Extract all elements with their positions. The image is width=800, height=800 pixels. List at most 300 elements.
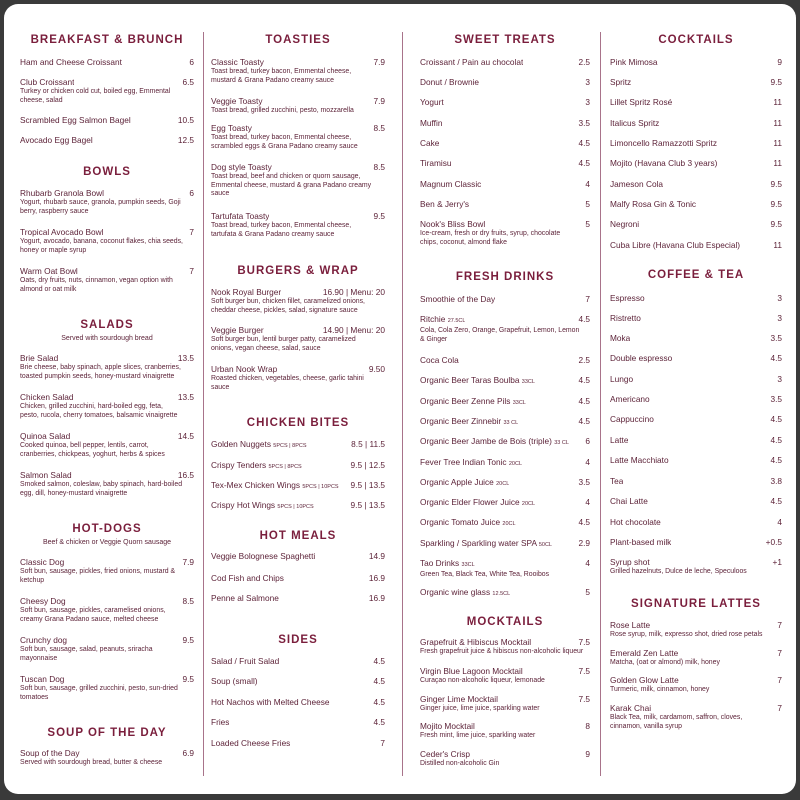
item-name-text: Tropical Avocado Bowl bbox=[20, 227, 104, 237]
item-name bbox=[420, 457, 522, 470]
menu-item bbox=[211, 480, 385, 493]
menu-column-4 bbox=[610, 4, 782, 794]
item-price: 9.5 bbox=[182, 635, 194, 645]
menu-item bbox=[610, 118, 782, 129]
item-price: 2.9 bbox=[578, 538, 590, 548]
item-price: 5 bbox=[585, 199, 590, 209]
menu-item bbox=[420, 199, 590, 210]
item-price: 7 bbox=[777, 675, 782, 685]
menu-item bbox=[420, 179, 590, 190]
item-description: Fresh mint, lime juice, sparkling water bbox=[420, 732, 536, 739]
menu-item-row bbox=[420, 436, 590, 449]
item-description: Brie cheese, baby spinach, apple slices, cranberries, bbox=[20, 364, 181, 371]
item-name bbox=[420, 158, 452, 169]
item-name bbox=[20, 135, 93, 146]
menu-item bbox=[211, 717, 385, 728]
item-name bbox=[420, 57, 523, 68]
item-name-text: Hot Nachos with Melted Cheese bbox=[211, 697, 330, 707]
menu-item-row bbox=[420, 294, 590, 305]
item-name bbox=[420, 497, 535, 510]
item-price: 11 bbox=[773, 97, 782, 107]
item-name-text: Pink Mimosa bbox=[610, 57, 658, 67]
item-price: 13.5 bbox=[177, 392, 194, 402]
section-title: BURGERS & WRAP bbox=[237, 265, 359, 277]
section-title: COFFEE & TEA bbox=[647, 269, 745, 281]
item-name-text: Coca Cola bbox=[420, 355, 459, 365]
item-price: 11 bbox=[773, 118, 782, 128]
item-price: 16.9 bbox=[368, 593, 385, 603]
menu-item bbox=[420, 436, 590, 449]
menu-item bbox=[420, 457, 590, 470]
item-name bbox=[610, 537, 671, 548]
item-price: 6.5 bbox=[182, 77, 194, 87]
item-price: 3.5 bbox=[578, 477, 590, 487]
item-price: 7.9 bbox=[373, 96, 385, 106]
menu-item-row bbox=[420, 416, 590, 429]
menu-item bbox=[20, 596, 194, 624]
item-name-text: Smoothie of the Day bbox=[420, 294, 496, 304]
item-name bbox=[20, 57, 122, 68]
item-description: Toast bread, turkey bacon, Emmental cheese, bbox=[211, 134, 352, 141]
section-subtitle: Served with sourdough bread bbox=[61, 335, 153, 342]
item-name-text: Tao Drinks bbox=[420, 558, 460, 568]
item-size-note: 20CL bbox=[502, 521, 516, 527]
item-price: 12.5 bbox=[177, 135, 194, 145]
item-description: Soft bun, sausage, grilled zucchini, pesto, sun-dried bbox=[20, 685, 178, 692]
menu-column-2 bbox=[211, 4, 385, 794]
menu-item-row bbox=[211, 697, 385, 708]
menu-item bbox=[211, 211, 385, 239]
item-name bbox=[420, 666, 523, 677]
item-price: 14.5 bbox=[177, 431, 194, 441]
item-name-text: Hot chocolate bbox=[610, 517, 661, 527]
item-price: 4 bbox=[585, 179, 590, 189]
menu-item bbox=[420, 97, 590, 108]
item-description: pesto, rucola, cherry tomatoes, balsamic vinaigrette bbox=[20, 411, 178, 419]
item-description: scrambled eggs & Grana Padano creamy sauce bbox=[211, 142, 358, 150]
item-name-text: Soup of the Day bbox=[20, 748, 80, 758]
item-description: Turkey or chicken cold cut, boiled egg, Emmental bbox=[20, 88, 171, 95]
item-name bbox=[420, 749, 470, 760]
item-name-text: Organic Beer Taras Boulba bbox=[420, 375, 520, 385]
menu-item-row bbox=[420, 179, 590, 190]
column-divider bbox=[600, 32, 601, 776]
menu-item-row bbox=[610, 199, 782, 210]
item-price: 4.5 bbox=[373, 656, 385, 666]
item-price: 9.5 bbox=[770, 77, 782, 87]
item-name bbox=[211, 697, 330, 708]
item-size-note: 5PCS | 8PCS bbox=[268, 464, 302, 470]
item-name bbox=[610, 703, 651, 714]
item-size-note: 33 CL bbox=[503, 420, 519, 426]
menu-item-row bbox=[211, 211, 385, 222]
menu-item bbox=[420, 396, 590, 409]
menu-item-row bbox=[610, 353, 782, 364]
column-divider bbox=[203, 32, 204, 776]
item-price: 2.5 bbox=[578, 57, 590, 67]
section-title: COCKTAILS bbox=[658, 34, 734, 46]
item-name-text: Organic wine glass bbox=[420, 587, 491, 597]
menu-item bbox=[420, 558, 590, 580]
menu-item-row bbox=[610, 394, 782, 405]
menu-item-row bbox=[20, 266, 194, 277]
item-name-text: Karak Chai bbox=[610, 703, 652, 713]
menu-item bbox=[610, 219, 782, 230]
menu-item-row bbox=[211, 123, 385, 134]
menu-item bbox=[610, 97, 782, 108]
item-description: cheese, salad bbox=[20, 96, 63, 104]
item-price: 3.5 bbox=[578, 118, 590, 128]
item-name bbox=[420, 637, 531, 648]
section-title: CHICKEN BITES bbox=[246, 417, 350, 429]
item-description: cheddar cheese, pickles, salad, signature sauce bbox=[211, 306, 358, 314]
item-name bbox=[420, 477, 509, 490]
item-price: 10.5 bbox=[177, 115, 194, 125]
menu-item bbox=[420, 57, 590, 68]
item-price: 11 bbox=[773, 158, 782, 168]
item-price: 9.5 bbox=[770, 199, 782, 209]
menu-item bbox=[420, 694, 590, 714]
item-name-text: Cake bbox=[420, 138, 440, 148]
menu-item bbox=[420, 587, 590, 600]
item-name-text: Fever Tree Indian Tonic bbox=[420, 457, 507, 467]
item-description: Toast bread, beef and chicken or quorn sausage, bbox=[211, 173, 361, 180]
item-name-text: Yogurt bbox=[420, 97, 444, 107]
item-price: 9 bbox=[585, 749, 590, 759]
item-name-text: Veggie Burger bbox=[211, 325, 264, 335]
menu-item-row bbox=[610, 517, 782, 528]
menu-item-row bbox=[20, 557, 194, 568]
item-name bbox=[20, 557, 64, 568]
item-price: 7.9 bbox=[182, 557, 194, 567]
item-name-text: Latte Macchiato bbox=[610, 455, 669, 465]
item-description: Yogurt, rhubarb sauce, granola, pumpkin seeds, Goji bbox=[20, 199, 181, 206]
item-name bbox=[610, 199, 696, 210]
column-divider bbox=[402, 32, 403, 776]
item-name-text: Warm Oat Bowl bbox=[20, 266, 78, 276]
menu-item-row bbox=[420, 314, 590, 327]
menu-item bbox=[420, 158, 590, 169]
menu-item bbox=[420, 138, 590, 149]
menu-item-row bbox=[420, 118, 590, 129]
item-size-note: 33CL bbox=[461, 562, 475, 568]
item-price: 4.5 bbox=[578, 158, 590, 168]
item-name bbox=[20, 188, 104, 199]
item-price: 16.90 | Menu: 20 bbox=[322, 287, 385, 297]
menu-item bbox=[610, 620, 782, 640]
item-name-text: Avocado Egg Bagel bbox=[20, 135, 93, 145]
item-name bbox=[610, 313, 641, 324]
item-name bbox=[20, 431, 70, 442]
item-name bbox=[610, 333, 630, 344]
item-name bbox=[610, 517, 661, 528]
item-price: 7 bbox=[777, 703, 782, 713]
item-price: 6 bbox=[189, 188, 194, 198]
item-price: 3.5 bbox=[770, 394, 782, 404]
item-description: Soft burger bun, lentil burger patty, caramelized bbox=[211, 336, 356, 343]
item-name bbox=[610, 240, 740, 251]
menu-item bbox=[420, 538, 590, 551]
menu-item bbox=[211, 551, 385, 562]
item-description: almond or oat milk bbox=[20, 285, 77, 293]
item-name-text: Classic Dog bbox=[20, 557, 65, 567]
item-name bbox=[20, 392, 74, 403]
item-price: 7.5 bbox=[578, 666, 590, 676]
item-description: Soft bun, sausage, pickles, fried onions, mustard & bbox=[20, 568, 176, 575]
menu-item-row bbox=[610, 293, 782, 304]
item-name-text: Limoncello Ramazzotti Spritz bbox=[610, 138, 717, 148]
menu-item bbox=[211, 439, 385, 452]
menu-item bbox=[20, 57, 194, 68]
menu-item bbox=[610, 648, 782, 668]
item-name-text: Lungo bbox=[610, 374, 634, 384]
item-price: 7 bbox=[189, 266, 194, 276]
item-name-text: Egg Toasty bbox=[211, 123, 252, 133]
item-name-text: Tiramisu bbox=[420, 158, 452, 168]
item-name bbox=[420, 294, 495, 305]
item-description: Green Tea, Black Tea, White Tea, Rooibos bbox=[420, 571, 550, 578]
item-name bbox=[211, 287, 281, 298]
menu-item bbox=[420, 355, 590, 366]
item-name-text: Virgin Blue Lagoon Mocktail bbox=[420, 666, 523, 676]
item-price: 4.5 bbox=[578, 138, 590, 148]
item-name-text: Scrambled Egg Salmon Bagel bbox=[20, 115, 131, 125]
item-description: Toast bread, turkey bacon, Emmental cheese, bbox=[211, 68, 352, 75]
menu-item-row bbox=[420, 457, 590, 470]
item-size-note: 5PCS | 10PCS bbox=[302, 484, 339, 490]
item-description: Black Tea, milk, cardamom, saffron, cloves, bbox=[610, 714, 743, 721]
menu-item-row bbox=[610, 435, 782, 446]
menu-item bbox=[610, 57, 782, 68]
item-price: 4.5 bbox=[578, 375, 590, 385]
item-name-text: Donut / Brownie bbox=[420, 77, 480, 87]
menu-item-row bbox=[20, 392, 194, 403]
menu-item-row bbox=[420, 219, 590, 230]
menu-item-row bbox=[420, 721, 590, 732]
item-name bbox=[610, 158, 717, 169]
menu-item bbox=[610, 496, 782, 507]
menu-item-row bbox=[610, 77, 782, 88]
menu-item-row bbox=[211, 676, 385, 687]
menu-item-row bbox=[420, 199, 590, 210]
menu-item bbox=[20, 431, 194, 459]
menu-item bbox=[420, 118, 590, 129]
item-name-text: Crispy Hot Wings bbox=[211, 500, 276, 510]
item-price: 7 bbox=[777, 648, 782, 658]
menu-item bbox=[610, 517, 782, 528]
menu-item-row bbox=[610, 374, 782, 385]
item-name bbox=[610, 675, 679, 686]
item-price: 9.5 bbox=[182, 674, 194, 684]
menu-item bbox=[610, 313, 782, 324]
item-name-text: Italicus Spritz bbox=[610, 118, 660, 128]
section-title: HOT-DOGS bbox=[72, 523, 142, 535]
item-price: 6 bbox=[189, 57, 194, 67]
item-name bbox=[20, 748, 80, 759]
item-name bbox=[610, 620, 650, 631]
menu-item-row bbox=[20, 470, 194, 481]
item-name bbox=[610, 77, 631, 88]
menu-item-row bbox=[610, 138, 782, 149]
menu-item bbox=[610, 435, 782, 446]
item-name-text: Crispy Tenders bbox=[211, 460, 267, 470]
menu-board bbox=[4, 4, 796, 794]
item-name bbox=[420, 138, 439, 149]
menu-item-row bbox=[610, 313, 782, 324]
item-name bbox=[20, 635, 67, 646]
menu-item bbox=[610, 333, 782, 344]
section-title: SWEET TREATS bbox=[454, 34, 556, 46]
menu-item bbox=[20, 470, 194, 498]
item-price: 7.5 bbox=[578, 694, 590, 704]
menu-item-row bbox=[610, 557, 782, 568]
item-description: Toast bread, turkey bacon, Emmental cheese, bbox=[211, 222, 352, 229]
item-name-text: Double espresso bbox=[610, 353, 673, 363]
item-description: Curaçao non-alcoholic liqueur, lemonade bbox=[420, 677, 545, 684]
item-name bbox=[211, 460, 302, 473]
item-name-text: Salmon Salad bbox=[20, 470, 72, 480]
item-name-text: Rose Latte bbox=[610, 620, 651, 630]
item-name-text: Organic Apple Juice bbox=[420, 477, 494, 487]
item-name bbox=[610, 435, 628, 446]
item-price: 14.90 | Menu: 20 bbox=[322, 325, 385, 335]
item-name bbox=[420, 587, 510, 600]
menu-item-row bbox=[420, 517, 590, 530]
item-price: 8.5 bbox=[373, 162, 385, 172]
item-price: 9.5 | 13.5 bbox=[350, 480, 385, 490]
menu-item bbox=[211, 460, 385, 473]
item-name-text: Club Croissant bbox=[20, 77, 75, 87]
item-name bbox=[420, 517, 516, 530]
menu-item-row bbox=[211, 57, 385, 68]
menu-item bbox=[420, 314, 590, 344]
menu-item-row bbox=[420, 355, 590, 366]
menu-item-row bbox=[20, 135, 194, 146]
item-price: 8.5 bbox=[182, 596, 194, 606]
item-name-text: Veggie Toasty bbox=[211, 96, 263, 106]
item-name-text: Cappuccino bbox=[610, 414, 654, 424]
section-subtitle: Beef & chicken or Veggie Quorn sausage bbox=[42, 539, 172, 546]
menu-item-row bbox=[420, 77, 590, 88]
item-name bbox=[420, 179, 481, 190]
menu-item bbox=[420, 497, 590, 510]
menu-item bbox=[610, 240, 782, 251]
item-name-text: Americano bbox=[610, 394, 650, 404]
menu-item-row bbox=[211, 593, 385, 604]
item-price: 3 bbox=[777, 313, 782, 323]
menu-item-row bbox=[610, 455, 782, 466]
menu-item bbox=[211, 500, 385, 513]
item-name-text: Urban Nook Wrap bbox=[211, 364, 278, 374]
item-price: 11 bbox=[773, 240, 782, 250]
item-name-text: Organic Beer Jambe de Bois (triple) bbox=[420, 436, 552, 446]
item-name bbox=[211, 717, 229, 728]
menu-item bbox=[211, 96, 385, 116]
item-price: 9.5 bbox=[770, 179, 782, 189]
menu-item-row bbox=[420, 497, 590, 510]
item-name bbox=[420, 355, 459, 366]
menu-item-row bbox=[610, 240, 782, 251]
item-name bbox=[420, 97, 444, 108]
menu-item bbox=[610, 557, 782, 577]
item-price: 4.5 bbox=[770, 414, 782, 424]
menu-item bbox=[211, 656, 385, 667]
item-name bbox=[211, 211, 269, 222]
menu-item-row bbox=[420, 558, 590, 571]
menu-item-row bbox=[20, 57, 194, 68]
menu-item-row bbox=[610, 414, 782, 425]
menu-item bbox=[420, 375, 590, 388]
item-description: Served with sourdough bread, butter & cheese bbox=[20, 759, 163, 766]
item-price: 3 bbox=[585, 97, 590, 107]
item-description: mustard & Grana Padano creamy sauce bbox=[211, 76, 334, 84]
item-name-text: Tea bbox=[610, 476, 624, 486]
item-size-note: 12.5CL bbox=[492, 591, 511, 597]
item-price: 7 bbox=[585, 294, 590, 304]
item-name-text: Ristretto bbox=[610, 313, 641, 323]
item-name bbox=[610, 97, 672, 108]
section-title: SIGNATURE LATTES bbox=[631, 598, 761, 610]
section-title: BREAKFAST & BRUNCH bbox=[30, 34, 184, 46]
item-price: 4 bbox=[777, 517, 782, 527]
menu-item-row bbox=[211, 460, 385, 473]
menu-item bbox=[20, 266, 194, 294]
menu-item bbox=[20, 392, 194, 420]
item-price: 16.5 bbox=[177, 470, 194, 480]
menu-item bbox=[610, 374, 782, 385]
item-name-text: Cod Fish and Chips bbox=[211, 573, 284, 583]
menu-item-row bbox=[610, 158, 782, 169]
item-name-text: Crunchy dog bbox=[20, 635, 68, 645]
menu-item-row bbox=[610, 118, 782, 129]
item-name-text: Emerald Zen Latte bbox=[610, 648, 679, 658]
item-price: 7 bbox=[189, 227, 194, 237]
item-price: 9.5 | 13.5 bbox=[350, 500, 385, 510]
section-title: SALADS bbox=[80, 319, 134, 331]
menu-item-row bbox=[420, 375, 590, 388]
menu-item-row bbox=[610, 219, 782, 230]
menu-item bbox=[20, 77, 194, 105]
menu-item bbox=[420, 294, 590, 305]
item-description: Distilled non-alcoholic Gin bbox=[420, 760, 500, 767]
item-description: egg, dill, honey-mustard vinaigrette bbox=[20, 489, 128, 497]
item-name bbox=[610, 648, 678, 659]
item-name-text: Negroni bbox=[610, 219, 640, 229]
item-description: ketchup bbox=[20, 576, 45, 584]
menu-item bbox=[211, 162, 385, 199]
menu-item-row bbox=[211, 717, 385, 728]
item-name bbox=[420, 396, 526, 409]
menu-item bbox=[610, 455, 782, 466]
menu-column-1 bbox=[20, 4, 194, 794]
menu-item bbox=[20, 353, 194, 381]
item-name bbox=[211, 738, 290, 749]
item-name-text: Cheesy Dog bbox=[20, 596, 66, 606]
item-size-note: 5PCS | 10PCS bbox=[277, 504, 314, 510]
item-price: 4.5 bbox=[770, 455, 782, 465]
item-name-text: Soup (small) bbox=[211, 676, 258, 686]
item-name-text: Ginger Lime Mocktail bbox=[420, 694, 498, 704]
item-price: 13.5 bbox=[177, 353, 194, 363]
menu-item-row bbox=[420, 694, 590, 705]
item-name bbox=[420, 538, 552, 551]
menu-item-row bbox=[20, 674, 194, 685]
menu-item-row bbox=[211, 287, 385, 298]
item-price: 3 bbox=[777, 374, 782, 384]
item-description: sauce bbox=[211, 383, 230, 391]
item-size-note: 20CL bbox=[496, 481, 510, 487]
menu-item-row bbox=[20, 188, 194, 199]
